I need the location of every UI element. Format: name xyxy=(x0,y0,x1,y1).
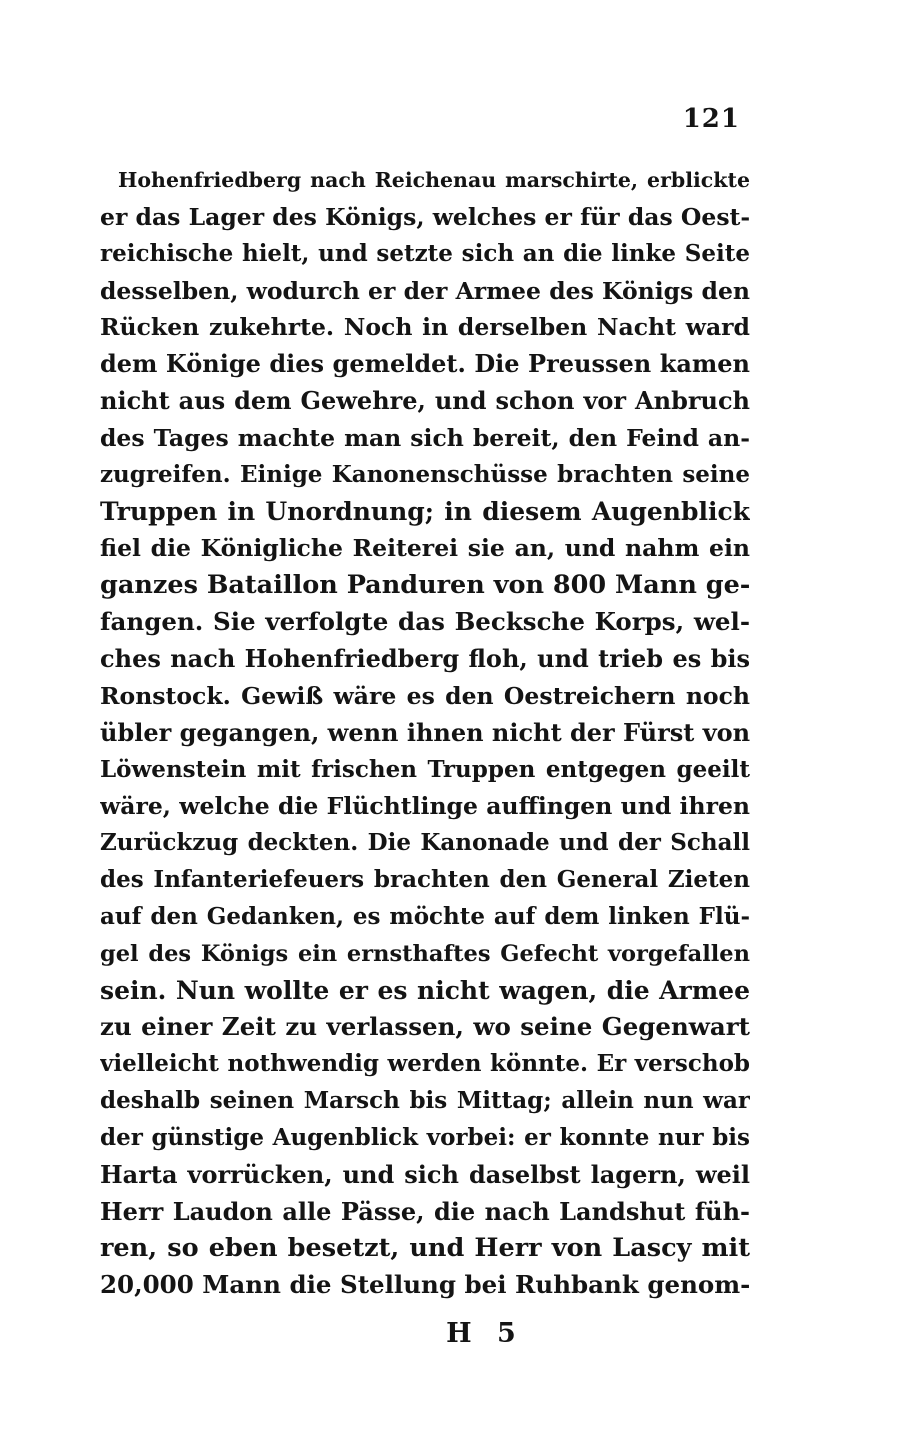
text-line: nicht aus dem Gewehre, und schon vor Anbruch xyxy=(100,386,750,416)
text-line: gel des Königs ein ernsthaftes Gefecht vorgefallen xyxy=(100,940,750,967)
text-line: sein. Nun wollte er es nicht wagen, die Armee xyxy=(100,975,750,1005)
text-line: deshalb seinen Marsch bis Mittag; allein nun war xyxy=(100,1087,750,1115)
text-line: Zurückzug deckten. Die Kanonade und der Schall xyxy=(100,829,750,857)
text-line: übler gegangen, wenn ihnen nicht der Fürst von xyxy=(100,717,750,747)
body-text xyxy=(100,162,750,1304)
text-line: ren, so eben besetzt, und Herr von Lascy mit xyxy=(100,1233,750,1264)
text-line: des Tages machte man sich bereit, den Feind an- xyxy=(100,423,750,452)
text-line: vielleicht nothwendig werden könnte. Er verschob xyxy=(100,1050,750,1078)
text-line: wäre, welche die Flüchtlinge auffingen und ihren xyxy=(100,792,750,821)
text-line: reichische hielt, und setzte sich an die linke Seite xyxy=(100,239,750,267)
page-number: 121 xyxy=(682,104,740,134)
text-line: Herr Laudon alle Pässe, die nach Landshut füh- xyxy=(100,1196,750,1226)
text-line: er das Lager des Königs, welches er für das Oest- xyxy=(100,202,750,231)
text-line: auf den Gedanken, es möchte auf dem linken Flü- xyxy=(100,902,750,930)
text-line: zugreifen. Einige Kanonenschüsse brachten seine xyxy=(100,460,750,488)
text-line: Ronstock. Gewiß wäre es den Oestreichern noch xyxy=(100,681,750,710)
text-line: Löwenstein mit frischen Truppen entgegen geeilt xyxy=(100,755,750,783)
text-line: fiel die Königliche Reiterei sie an, und nahm ein xyxy=(100,534,750,563)
text-line: zu einer Zeit zu verlassen, wo seine Gegenwart xyxy=(100,1012,750,1042)
text-line: des Infanteriefeuers brachten den General Zieten xyxy=(100,866,750,894)
text-line: Harta vorrücken, und sich daselbst lagern, weil xyxy=(100,1159,750,1189)
text-line: ganzes Bataillon Panduren von 800 Mann ge- xyxy=(100,570,750,601)
text-line: 20,000 Mann die Stellung bei Ruhbank genom- xyxy=(100,1270,750,1300)
text-line: fangen. Sie verfolgte das Becksche Korps, wel- xyxy=(100,607,750,637)
text-line: dem Könige dies gemeldet. Die Preussen kamen xyxy=(100,349,750,379)
text-line: desselben, wodurch er der Armee des Königs den xyxy=(100,276,750,305)
text-line: Truppen in Unordnung; in diesem Augenblick xyxy=(100,496,750,526)
text-line: ches nach Hohenfriedberg floh, und trieb es bis xyxy=(100,643,750,673)
text-line: Rücken zukehrte. Noch in derselben Nacht ward xyxy=(100,313,750,342)
text-line: Hohenfriedberg nach Reichenau marschirte, erblickte xyxy=(118,168,750,192)
text-line: der günstige Augenblick vorbei: er konnte nur bis xyxy=(100,1123,750,1151)
signature-mark: H 5 xyxy=(446,1318,524,1349)
